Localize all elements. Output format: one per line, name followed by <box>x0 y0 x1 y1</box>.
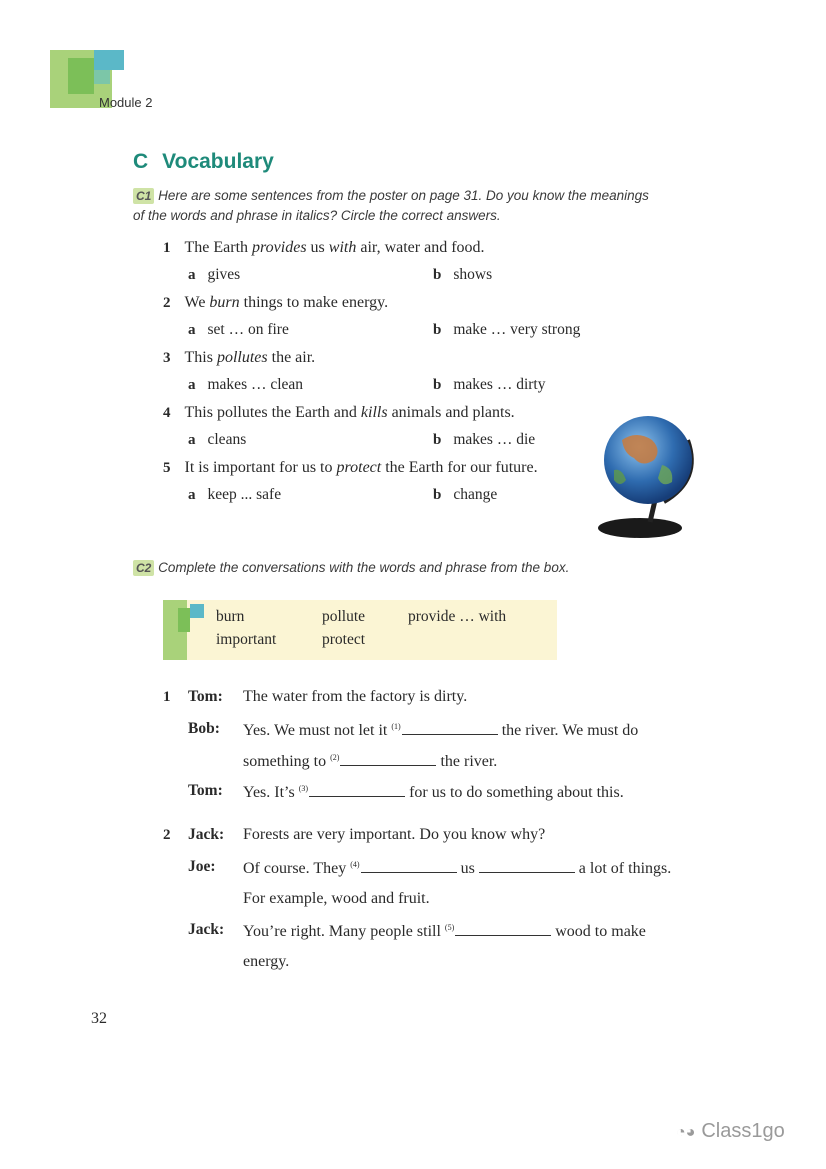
c1-q1-option-b[interactable]: b shows <box>433 266 493 283</box>
question-text: We burn things to make energy. <box>184 294 389 311</box>
watermark-text: Class1go <box>701 1120 785 1142</box>
blank-number: (1) <box>391 721 401 731</box>
wechat-icon: ◔◕ <box>676 1124 696 1141</box>
dialogue-line: Yes. It’s $^{(3)}$ for us to do something about this. <box>243 783 624 801</box>
c1-q2-option-b[interactable]: b make … very strong <box>433 321 581 338</box>
dialogue-line: You’re right. Many people still $^{(5)}$ wood to make <box>243 922 646 940</box>
module-label: Module 2 <box>99 95 153 110</box>
answer-blank-4b[interactable] <box>479 858 575 873</box>
c1-q4-option-b[interactable]: b makes … die <box>433 431 536 448</box>
blank-number: (4) <box>350 859 360 869</box>
speaker-label: Joe: <box>188 858 216 875</box>
section-title <box>133 150 274 174</box>
blank-number: (3) <box>298 783 309 793</box>
c1-tag: C1 <box>133 188 154 204</box>
c1-q5-option-a[interactable]: a keep ... safe <box>188 486 282 503</box>
module-logo-block <box>94 50 124 70</box>
c2-instruction-text: Complete the conversations with the words and phrase from the box. <box>158 560 570 575</box>
word-protect: protect <box>322 631 366 648</box>
answer-blank-5[interactable] <box>455 921 551 936</box>
speaker-label: Jack: <box>188 826 225 843</box>
c1-q2-option-a[interactable]: a set … on fire <box>188 321 289 338</box>
question-number: 1 <box>163 240 171 256</box>
word-provide-with: provide … with <box>408 608 507 625</box>
question-number: 4 <box>163 405 171 421</box>
word-box-decoration <box>190 604 204 618</box>
blank-number: (2) <box>330 752 340 762</box>
c1-question-3 <box>163 349 315 367</box>
module-logo-block <box>68 58 94 94</box>
question-text: This pollutes the Earth and kills animals and plants. <box>184 404 515 421</box>
section-name: Vocabulary <box>162 150 274 173</box>
answer-blank-2[interactable] <box>340 751 436 766</box>
watermark <box>676 1120 785 1143</box>
dialogue-line: Of course. They $^{(4)}$ us a lot of things. <box>243 859 672 877</box>
c2-tag: C2 <box>133 560 154 576</box>
c1-instruction <box>133 186 713 226</box>
speaker-label: Bob: <box>188 720 220 737</box>
globe-illustration <box>592 410 712 540</box>
question-number: 3 <box>163 350 171 366</box>
dialogue-line: Yes. We must not let it $^{(1)}$ the river. We must do <box>243 721 639 739</box>
question-text: The Earth provides us with air, water and food. <box>184 239 485 256</box>
section-letter: C <box>133 150 149 173</box>
c1-q3-option-a[interactable]: a makes … clean <box>188 376 304 393</box>
dialogue-line: something to $^{(2)}$ the river. <box>243 752 498 770</box>
answer-blank-1[interactable] <box>402 720 498 735</box>
question-number: 5 <box>163 460 171 476</box>
c1-question-5 <box>163 459 538 477</box>
c1-q4-option-a[interactable]: a cleans <box>188 431 247 448</box>
c1-q5-option-b[interactable]: b change <box>433 486 498 503</box>
question-number: 2 <box>163 295 171 311</box>
word-burn: burn <box>216 608 245 625</box>
c1-instruction-line1: Here are some sentences from the poster on page 31. Do you know the meanings <box>158 188 649 203</box>
question-text: This pollutes the air. <box>184 349 316 366</box>
dialogue-line: The water from the factory is dirty. <box>243 688 468 705</box>
c1-question-1 <box>163 239 485 257</box>
word-box-decoration <box>178 608 190 632</box>
c1-question-2 <box>163 294 388 312</box>
c1-question-4 <box>163 404 515 422</box>
dialogue-line: Forests are very important. Do you know why? <box>243 826 546 843</box>
module-logo-block <box>94 70 110 84</box>
word-important: important <box>216 631 277 648</box>
word-pollute: pollute <box>322 608 366 625</box>
speaker-label: Tom: <box>188 782 223 799</box>
speaker-label: Jack: <box>188 921 225 938</box>
page-number: 32 <box>91 1010 107 1027</box>
speaker-label: Tom: <box>188 688 223 705</box>
c1-q3-option-b[interactable]: b makes … dirty <box>433 376 546 393</box>
answer-blank-4a[interactable] <box>361 858 457 873</box>
c2-instruction <box>133 558 733 578</box>
conversation-1-number: 1 <box>163 689 171 705</box>
c1-q1-option-a[interactable]: a gives <box>188 266 241 283</box>
c1-instruction-line2: of the words and phrase in italics? Circle the correct answers. <box>133 208 501 223</box>
question-text: It is important for us to protect the Earth for our future. <box>184 459 538 476</box>
conversation-2-number: 2 <box>163 827 171 843</box>
blank-number: (5) <box>444 922 455 932</box>
dialogue-line: For example, wood and fruit. <box>243 890 430 907</box>
dialogue-line: energy. <box>243 953 290 970</box>
answer-blank-3[interactable] <box>309 782 405 797</box>
